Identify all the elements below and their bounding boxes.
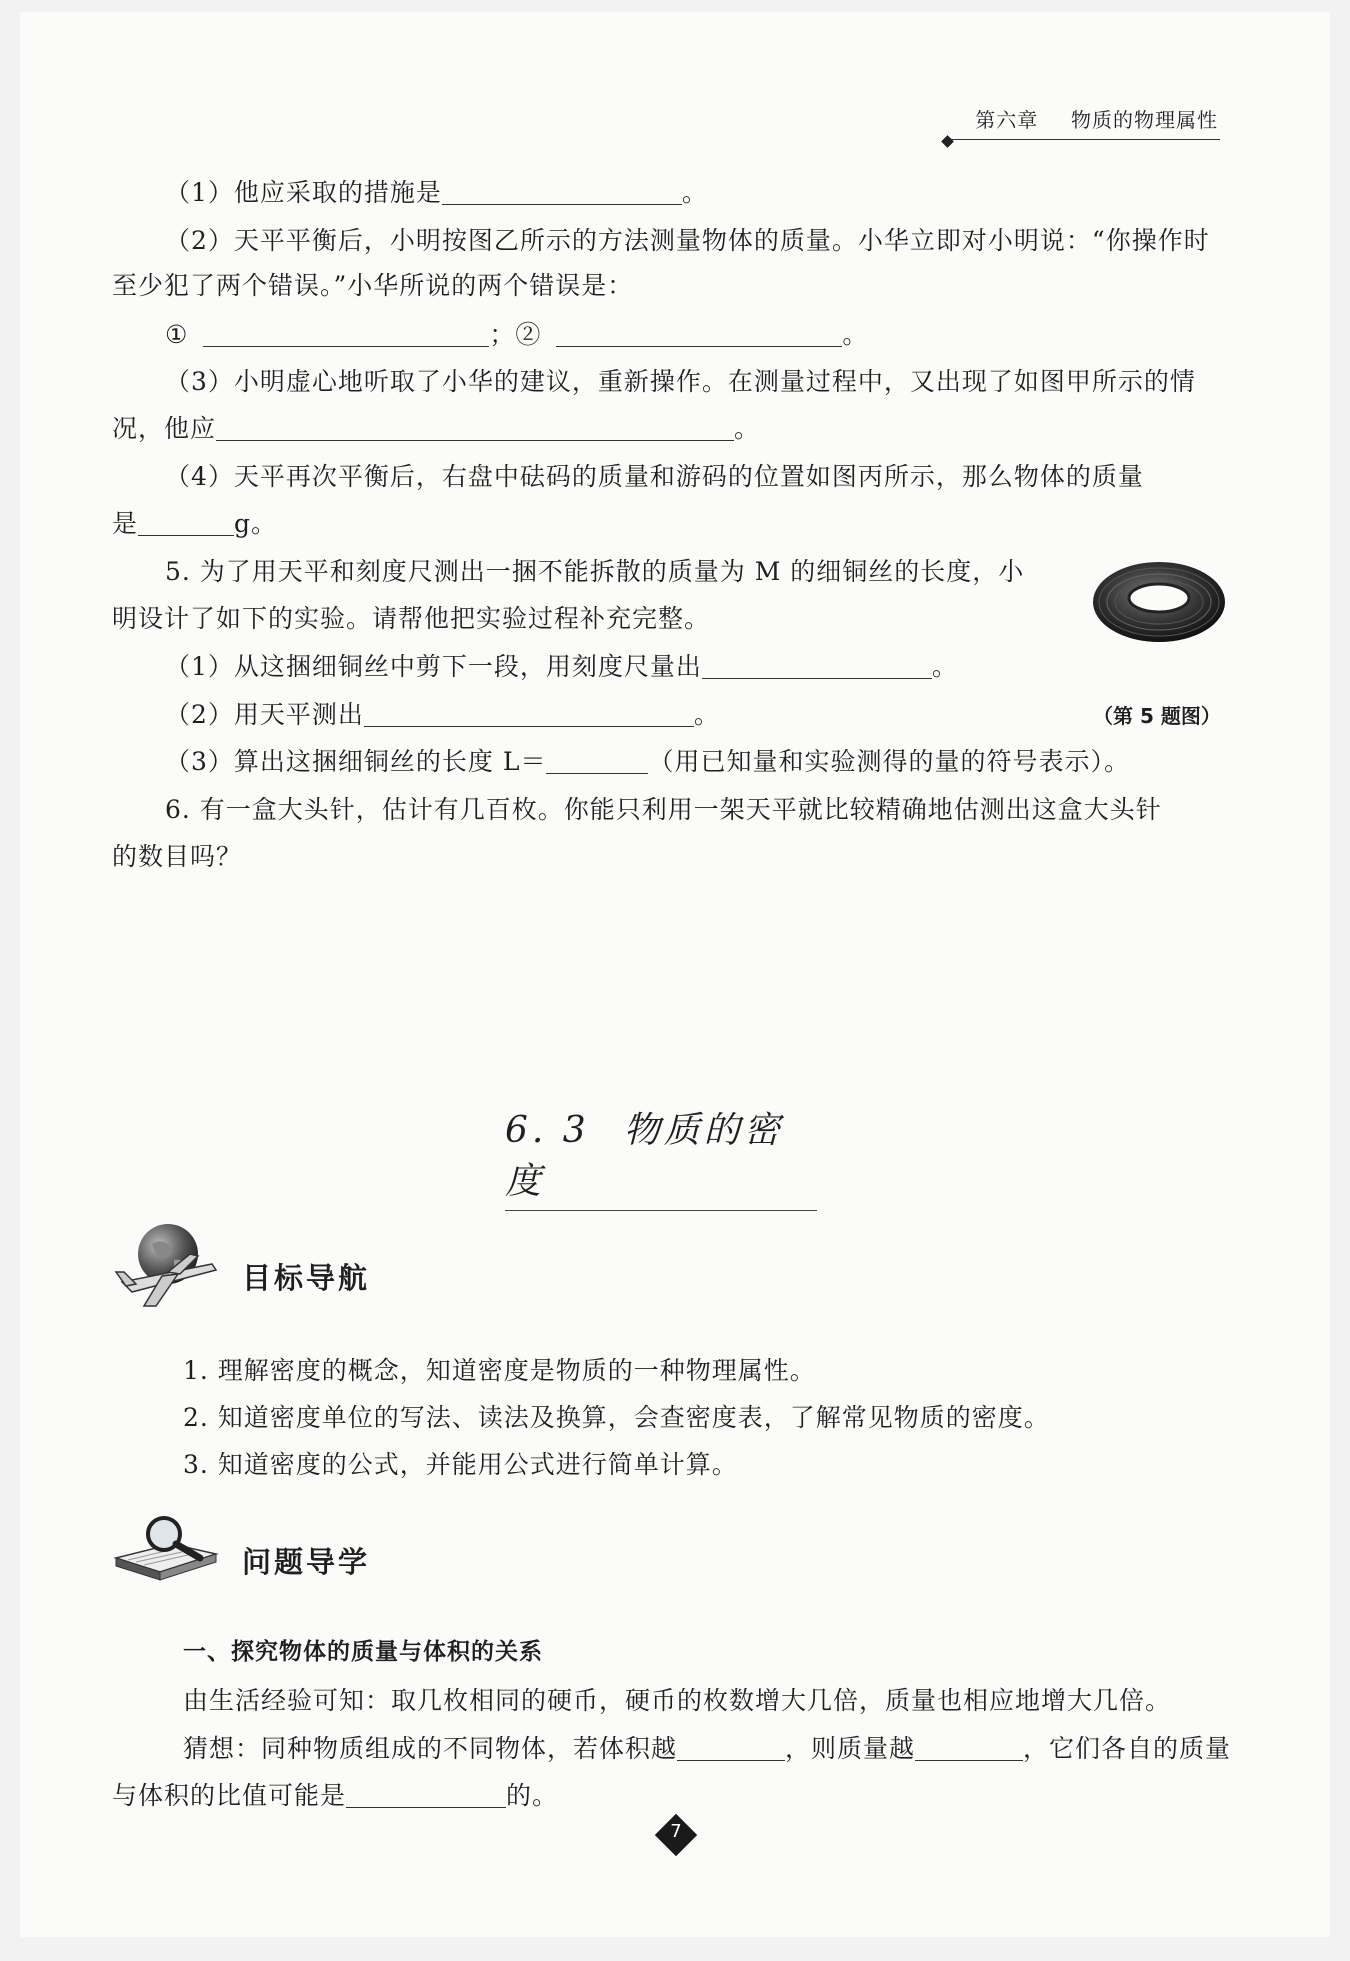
book-magnifier-icon [112, 1514, 222, 1586]
guess-line: 猜想：同种物质组成的不同物体，若体积越 ，则质量越 ，它们各自的质量 [183, 1734, 1232, 1763]
q5-step2: （2）用天平测出 。 [165, 700, 720, 729]
q5-line1: 5. 为了用天平和刻度尺测出一捆不能拆散的质量为 M 的细铜丝的长度，小 [165, 557, 1025, 586]
q5-step3: （3）算出这捆细铜丝的长度 L＝ （用已知量和实验测得的量的符号表示）。 [165, 747, 1130, 776]
chapter-header [947, 104, 1220, 140]
globe-airplane-icon [112, 1220, 222, 1312]
answer-blank[interactable] [138, 510, 234, 536]
section-title [505, 1102, 817, 1211]
answer-blank[interactable] [216, 415, 734, 441]
goal-item: 1. 理解密度的概念，知道密度是物质的一种物理属性。 [183, 1356, 816, 1385]
guide-paragraph: 由生活经验可知：取几枚相同的硬币，硬币的枚数增大几倍，质量也相应地增大几倍。 [183, 1686, 1172, 1715]
page-number: 7 [670, 1821, 682, 1842]
guide-heading: 问题导学 [242, 1545, 371, 1579]
q6-line1: 6. 有一盒大头针，估计有几百枚。你能只利用一架天平就比较精确地估测出这盒大头针 [165, 795, 1162, 824]
answer-blank[interactable] [915, 1735, 1023, 1761]
page-number-badge [653, 1812, 699, 1858]
workbook-page [20, 12, 1330, 1937]
answer-blank[interactable] [346, 1782, 506, 1808]
answer-blank[interactable] [677, 1735, 785, 1761]
answer-blank[interactable] [702, 653, 932, 679]
section-name: 物质的密度 [505, 1110, 784, 1202]
q4-part3-line1: （3）小明虚心地听取了小华的建议，重新操作。在测量过程中，又出现了如图甲所示的情 [165, 367, 1196, 396]
copper-wire-coil-image [1090, 554, 1228, 644]
q4-part3-line2: 况，他应 。 [112, 414, 761, 443]
q5-step1: （1）从这捆细铜丝中剪下一段，用刻度尺量出 。 [165, 652, 958, 681]
answer-blank[interactable] [364, 701, 694, 727]
q4-part4-line1: （4）天平再次平衡后，右盘中砝码的质量和游码的位置如图丙所示，那么物体的质量 [165, 462, 1144, 491]
q4-part2-line1: （2）天平平衡后，小明按图乙所示的方法测量物体的质量。小华立即对小明说：“你操作时 [165, 226, 1210, 255]
answer-blank[interactable] [203, 321, 489, 347]
q5-line2: 明设计了如下的实验。请帮他把实验过程补充完整。 [112, 604, 711, 633]
section-number: 6. 3 [505, 1110, 590, 1151]
goal-item: 3. 知道密度的公式，并能用公式进行简单计算。 [183, 1450, 738, 1479]
answer-blank[interactable] [442, 179, 682, 205]
goal-item: 2. 知道密度单位的写法、读法及换算，会查密度表，了解常见物质的密度。 [183, 1403, 1050, 1432]
q4-part1: （1）他应采取的措施是 。 [165, 178, 708, 207]
q6-line2: 的数目吗？ [112, 842, 243, 871]
answer-blank[interactable] [556, 321, 842, 347]
guide-subheading: 一、探究物体的质量与体积的关系 [183, 1639, 543, 1665]
q4-part2-line2: 至少犯了两个错误。”小华所说的两个错误是： [112, 271, 634, 300]
q4-part4-line2: 是 g。 [112, 509, 278, 538]
goals-heading: 目标导航 [242, 1261, 371, 1295]
answer-blank[interactable] [546, 748, 648, 774]
q4-errors: ① ；② 。 [165, 320, 869, 349]
chapter-number: 第六章 [975, 108, 1039, 132]
guess-line2: 与体积的比值可能是 的。 [112, 1781, 559, 1810]
chapter-title: 物质的物理属性 [1071, 108, 1218, 132]
diamond-icon [941, 135, 954, 148]
figure-caption: （第 5 题图） [1093, 704, 1221, 728]
